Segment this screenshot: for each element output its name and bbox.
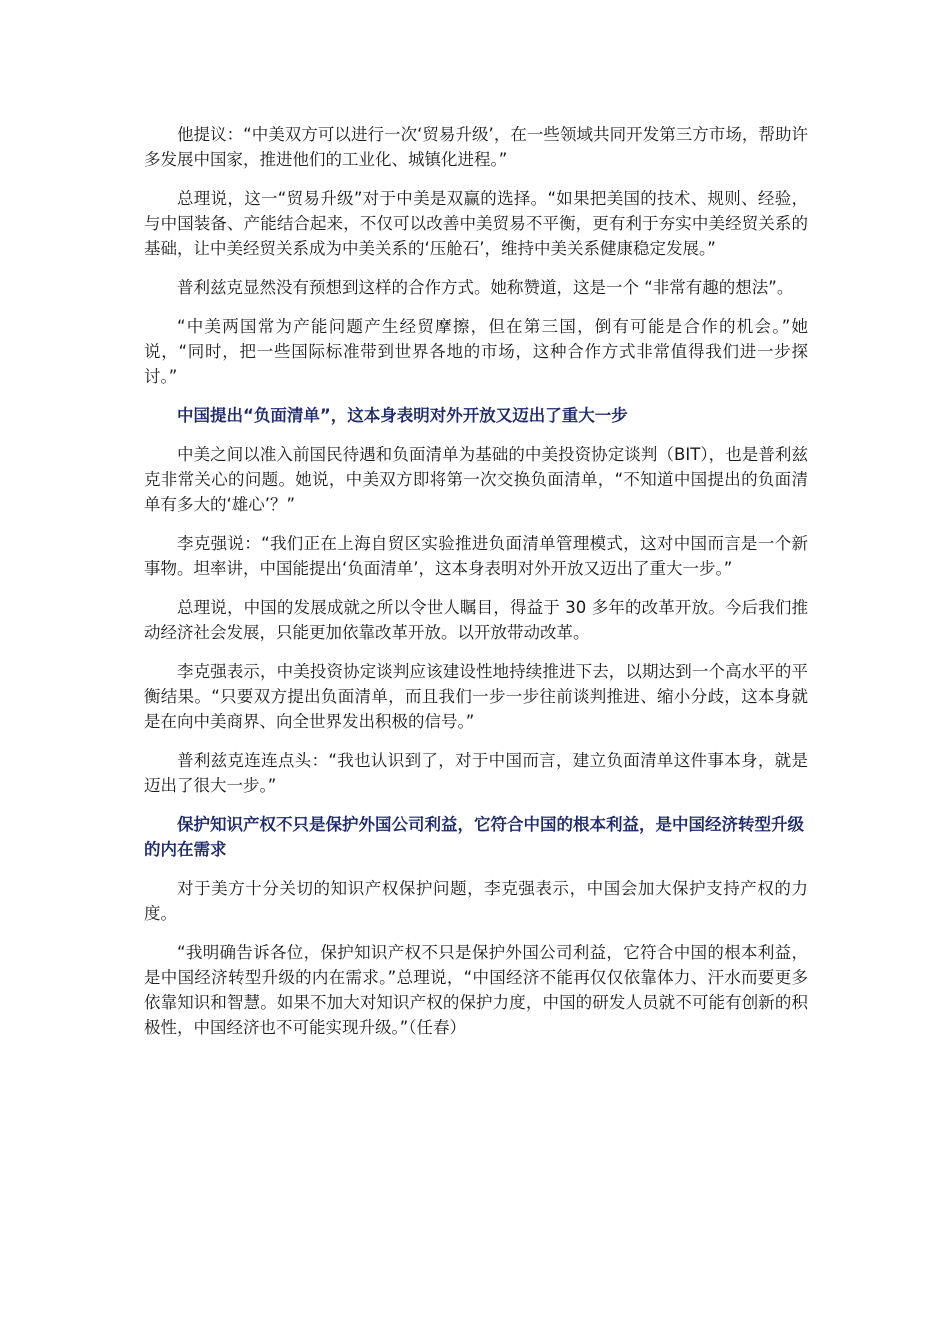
paragraph: 中美之间以准入前国民待遇和负面清单为基础的中美投资协定谈判（BIT），也是普利兹克非常关心的问题。她说，中美双方即将第一次交换负面清单，“不知道中国提出的负面清单有多大的‘雄心’？”: [144, 445, 808, 514]
paragraph: 总理说，这一“贸易升级”对于中美是双赢的选择。“如果把美国的技术、规则、经验，与中国装备、产能结合起来，不仅可以改善中美贸易不平衡，更有利于夯实中美经贸关系的基础，让中美经贸关系成为中美关系的‘压舱石’，维持中美关系健康稳定发展。”: [144, 189, 808, 258]
paragraph: 普利兹克连连点头：“我也认识到了，对于中国而言，建立负面清单这件事本身，就是迈出了很大一步。”: [144, 751, 808, 795]
paragraph: 总理说，中国的发展成就之所以令世人瞩目，得益于 30 多年的改革开放。今后我们推动经济社会发展，只能更加依靠改革开放。以开放带动改革。: [144, 598, 808, 642]
paragraph: “我明确告诉各位，保护知识产权不只是保护外国公司利益，它符合中国的根本利益，是中国经济转型升级的内在需求。”总理说，“中国经济不能再仅仅依靠体力、汗水而要更多依靠知识和智慧。如果不加大对知识产权的保护力度，中国的研发人员就不可能有创新的积极性，中国经济也不可能实现升级。”（任春）: [144, 943, 808, 1037]
section-heading: 中国提出“负面清单”，这本身表明对外开放又迈出了重大一步: [177, 406, 628, 425]
section-heading: 保护知识产权不只是保护外国公司利益，它符合中国的根本利益，是中国经济转型升级的内在需求: [144, 815, 804, 859]
paragraph: 李克强说：“我们正在上海自贸区实验推进负面清单管理模式，这对中国而言是一个新事物。坦率讲，中国能提出‘负面清单’，这本身表明对外开放又迈出了重大一步。”: [144, 534, 808, 578]
article-body: [144, 122, 808, 1054]
paragraph: “中美两国常为产能问题产生经贸摩擦，但在第三国，倒有可能是合作的机会。”她说，“同时，把一些国际标准带到世界各地的市场，这种合作方式非常值得我们进一步探讨。”: [144, 317, 808, 386]
paragraph: 普利兹克显然没有预想到这样的合作方式。她称赞道，这是一个 “非常有趣的想法”。: [177, 278, 794, 297]
paragraph: 李克强表示，中美投资协定谈判应该建设性地持续推进下去，以期达到一个高水平的平衡结果。“只要双方提出负面清单，而且我们一步一步往前谈判推进、缩小分歧，这本身就是在向中美商界、向全世界发出积极的信号。”: [144, 662, 808, 731]
paragraph: 他提议：“中美双方可以进行一次‘贸易升级’，在一些领域共同开发第三方市场，帮助许多发展中国家，推进他们的工业化、城镇化进程。”: [144, 125, 808, 169]
paragraph: 对于美方十分关切的知识产权保护问题，李克强表示，中国会加大保护支持产权的力度。: [144, 879, 808, 923]
